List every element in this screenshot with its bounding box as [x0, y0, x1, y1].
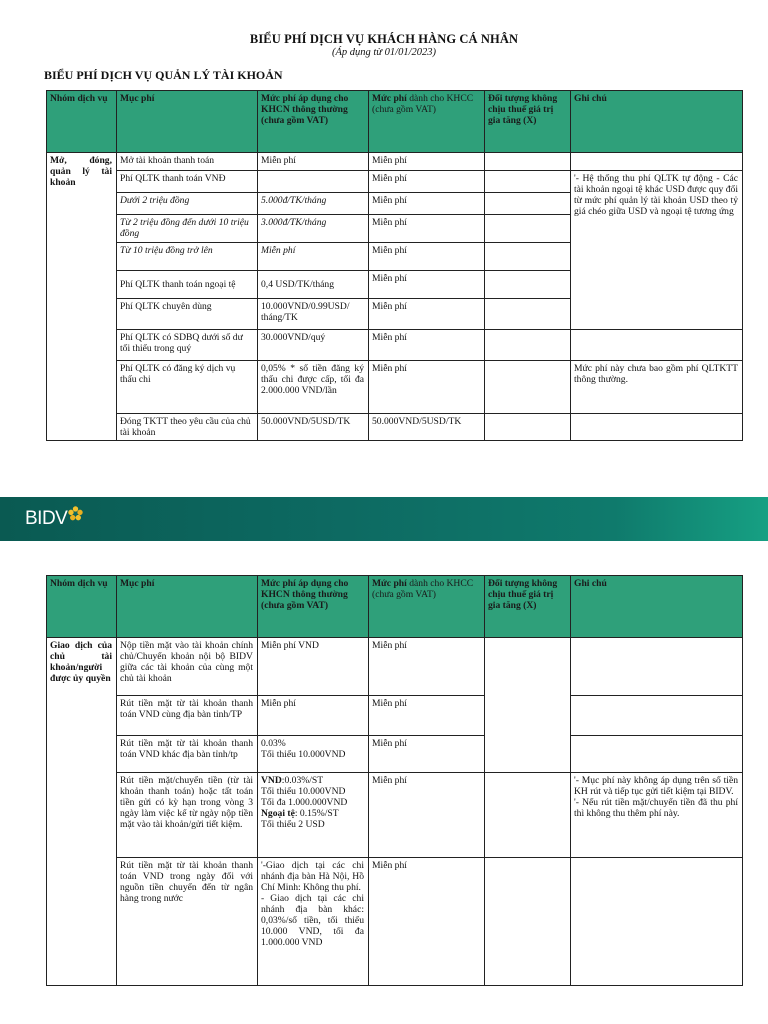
fee-table-transactions	[46, 575, 743, 986]
vat-exempt	[485, 299, 571, 330]
document-subtitle: (Áp dụng từ 01/01/2023)	[331, 47, 436, 58]
fee-item: Phí QLTK có SDBQ dưới số dư tối thiểu trong quý	[117, 330, 258, 361]
header-khcn: Mức phí áp dụng cho KHCN thông thường (chưa gồm VAT)	[258, 576, 369, 638]
khcn-fee: 50.000VND/5USD/TK	[258, 414, 369, 441]
khcn-vnd-rate	[261, 775, 364, 786]
fee-item: Từ 10 triệu đồng trở lên	[117, 243, 258, 271]
header-khcn: Mức phí áp dụng cho KHCN thông thường (chưa gồm VAT)	[258, 91, 369, 153]
note	[571, 858, 743, 986]
khcn-fee: 0,4 USD/TK/tháng	[258, 271, 369, 299]
table-row	[47, 330, 743, 361]
group-cell: Giao dịch của chủ tài khoản/người được ủy quyền	[47, 638, 117, 986]
vat-exempt	[485, 773, 571, 858]
header-khcc-bold: Mức phí	[372, 93, 407, 104]
note-line-2: '- Nếu rút tiền mặt/chuyển tiền đã thu phí thì không thu thêm phí này.	[574, 797, 738, 820]
vat-exempt	[485, 414, 571, 441]
khcn-fee: 0,05% * số tiền đăng ký thấu chi được cấp, tối đa 2.000.000 VND/lần	[258, 361, 369, 414]
bidv-banner	[0, 497, 768, 541]
table-row	[47, 858, 743, 986]
header-note: Ghi chú	[571, 576, 743, 638]
khcn-fx-min: Tối thiểu 2 USD	[261, 819, 325, 831]
khcn-min: Tối thiểu 10.000VND	[261, 749, 346, 761]
khcn-vnd-max: Tối đa 1.000.000VND	[261, 797, 348, 809]
khcc-fee: Miễn phí	[369, 361, 485, 414]
khcc-fee: Miễn phí	[369, 271, 485, 299]
vat-exempt	[485, 638, 571, 773]
fee-item: Phí QLTK thanh toán VNĐ	[117, 171, 258, 193]
fee-item: Rút tiền mặt từ tài khoản thanh toán VND cùng địa bàn tỉnh/TP	[117, 696, 258, 736]
fx-label: Ngoại tệ	[261, 808, 295, 820]
vat-exempt	[485, 171, 571, 193]
fee-item: Từ 2 triệu đồng đến dưới 10 triệu đồng	[117, 215, 258, 243]
note: '- Hệ thống thu phí QLTK tự động - Các tài khoản ngoại tệ khác USD được quy đổi từ mức phí quản lý tài khoản USD theo tỷ giá chéo giữa USD và ngoại tệ tương ứng	[571, 171, 743, 330]
header-fee-item: Mục phí	[117, 576, 258, 638]
header-khcc-rest: dành cho KHCC (chưa gồm VAT)	[372, 93, 474, 116]
note	[571, 773, 743, 858]
vat-exempt	[485, 361, 571, 414]
bidv-flower-icon	[68, 506, 83, 521]
khcc-fee: Miễn phí	[369, 193, 485, 215]
khcn-vnd-min: Tối thiểu 10.000VND	[261, 786, 346, 798]
note	[571, 696, 743, 736]
khcc-fee: Miễn phí	[369, 299, 485, 330]
group-cell: Mở, đóng, quản lý tài khoản	[47, 153, 117, 441]
khcc-fee: Miễn phí	[369, 330, 485, 361]
note	[571, 414, 743, 441]
table-row	[47, 696, 743, 736]
khcc-fee: Miễn phí	[369, 243, 485, 271]
bidv-logo	[25, 508, 83, 530]
khcn-fee: 3.000đ/TK/tháng	[258, 215, 369, 243]
khcn-fee: Miễn phí	[258, 153, 369, 171]
khcn-fee: Miễn phí	[258, 243, 369, 271]
header-vat-exempt: Đối tượng không chịu thuế giá trị gia tăng (X)	[485, 576, 571, 638]
khcc-fee: Miễn phí	[369, 773, 485, 858]
table-header-row	[47, 91, 743, 153]
khcc-fee: 50.000VND/5USD/TK	[369, 414, 485, 441]
header-khcc-bold: Mức phí	[372, 578, 407, 589]
header-note: Ghi chú	[571, 91, 743, 153]
fee-item: Rút tiền mặt từ tài khoản thanh toán VND trong ngày đối với nguồn tiền chuyển đến từ ngân hàng trong nước	[117, 858, 258, 986]
vat-exempt	[485, 330, 571, 361]
fee-item: Nộp tiền mặt vào tài khoản chính chủ/Chuyển khoản nội bộ BIDV giữa các tài khoản của cùng một chủ tài khoản	[117, 638, 258, 696]
khcc-fee: Miễn phí	[369, 153, 485, 171]
fee-item: Rút tiền mặt từ tài khoản thanh toán VND khác địa bàn tỉnh/tp	[117, 736, 258, 773]
khcn-fee	[258, 736, 369, 773]
fee-item: Đóng TKTT theo yêu cầu của chủ tài khoản	[117, 414, 258, 441]
khcc-fee: Miễn phí	[369, 736, 485, 773]
vnd-rate: :0.03%/ST	[281, 775, 324, 786]
fee-item: Rút tiền mặt/chuyển tiền (từ tài khoản thanh toán) hoặc tất toán tiền gửi có kỳ hạn trong vòng 3 ngày làm việc kể từ ngày nộp tiền mặt vào tài khoản/gửi tiết kiệm.	[117, 773, 258, 858]
fx-rate: : 0.15%/ST	[294, 808, 339, 820]
note	[571, 330, 743, 361]
khcn-fee: 5.000đ/TK/tháng	[258, 193, 369, 215]
note	[571, 638, 743, 696]
khcn-hn-hcm: '-Giao dịch tại các chi nhánh địa bàn Hà Nội, Hồ Chí Minh: Không thu phí.	[261, 860, 364, 894]
fee-table-account-management	[46, 90, 743, 441]
khcc-fee: Miễn phí	[369, 638, 485, 696]
header-vat-exempt: Đối tượng không chịu thuế giá trị gia tăng (X)	[485, 91, 571, 153]
table-row	[47, 736, 743, 773]
header-fee-item: Mục phí	[117, 91, 258, 153]
header-group: Nhóm dịch vụ	[47, 91, 117, 153]
bidv-logo-text: BIDV	[25, 508, 68, 529]
khcn-fee: Miễn phí	[258, 696, 369, 736]
section-title: BIỂU PHÍ DỊCH VỤ QUẢN LÝ TÀI KHOẢN	[44, 68, 283, 82]
fee-item: Phí QLTK chuyên dùng	[117, 299, 258, 330]
khcn-fee	[258, 171, 369, 193]
vat-exempt	[485, 215, 571, 243]
khcn-fee: Miễn phí VND	[258, 638, 369, 696]
note: Mức phí này chưa bao gồm phí QLTKTT thông thường.	[571, 361, 743, 414]
table-row	[47, 773, 743, 858]
khcn-fee: 30.000VND/quý	[258, 330, 369, 361]
table-row	[47, 153, 743, 171]
khcc-fee: Miễn phí	[369, 696, 485, 736]
vat-exempt	[485, 193, 571, 215]
header-khcc-rest: dành cho KHCC (chưa gồm VAT)	[372, 578, 474, 601]
table-row	[47, 171, 743, 193]
note-line-1: '- Mục phí này không áp dụng trên số tiền KH rút và tiếp tục gửi tiết kiệm tại BIDV.	[574, 775, 738, 798]
vat-exempt	[485, 271, 571, 299]
fee-item: Dưới 2 triệu đồng	[117, 193, 258, 215]
vat-exempt	[485, 243, 571, 271]
vat-exempt	[485, 858, 571, 986]
fee-item: Phí QLTK thanh toán ngoại tệ	[117, 271, 258, 299]
khcn-fee: 10.000VND/0.99USD/ tháng/TK	[258, 299, 369, 330]
khcn-rate: 0.03%	[261, 738, 286, 749]
table-row	[47, 361, 743, 414]
vat-exempt	[485, 153, 571, 171]
table-row	[47, 414, 743, 441]
khcn-fee	[258, 858, 369, 986]
khcn-fee	[258, 773, 369, 858]
table-header-row	[47, 576, 743, 638]
khcc-fee: Miễn phí	[369, 171, 485, 193]
header-khcc	[369, 576, 485, 638]
header-group: Nhóm dịch vụ	[47, 576, 117, 638]
fee-item: Mở tài khoản thanh toán	[117, 153, 258, 171]
khcn-fx-rate	[261, 808, 364, 819]
khcn-other: - Giao dịch tại các chi nhánh địa bàn khác: 0,03%/số tiền, tối thiểu 10.000 VND, tối đa 1.000.000 VND	[261, 893, 364, 949]
note	[571, 736, 743, 773]
document-title: BIỂU PHÍ DỊCH VỤ KHÁCH HÀNG CÁ NHÂN	[249, 32, 519, 46]
note	[571, 153, 743, 171]
header-khcc	[369, 91, 485, 153]
khcc-fee: Miễn phí	[369, 858, 485, 986]
table-row	[47, 638, 743, 696]
fee-item: Phí QLTK có đăng ký dịch vụ thấu chi	[117, 361, 258, 414]
khcc-fee: Miễn phí	[369, 215, 485, 243]
vnd-label: VND	[261, 775, 282, 786]
